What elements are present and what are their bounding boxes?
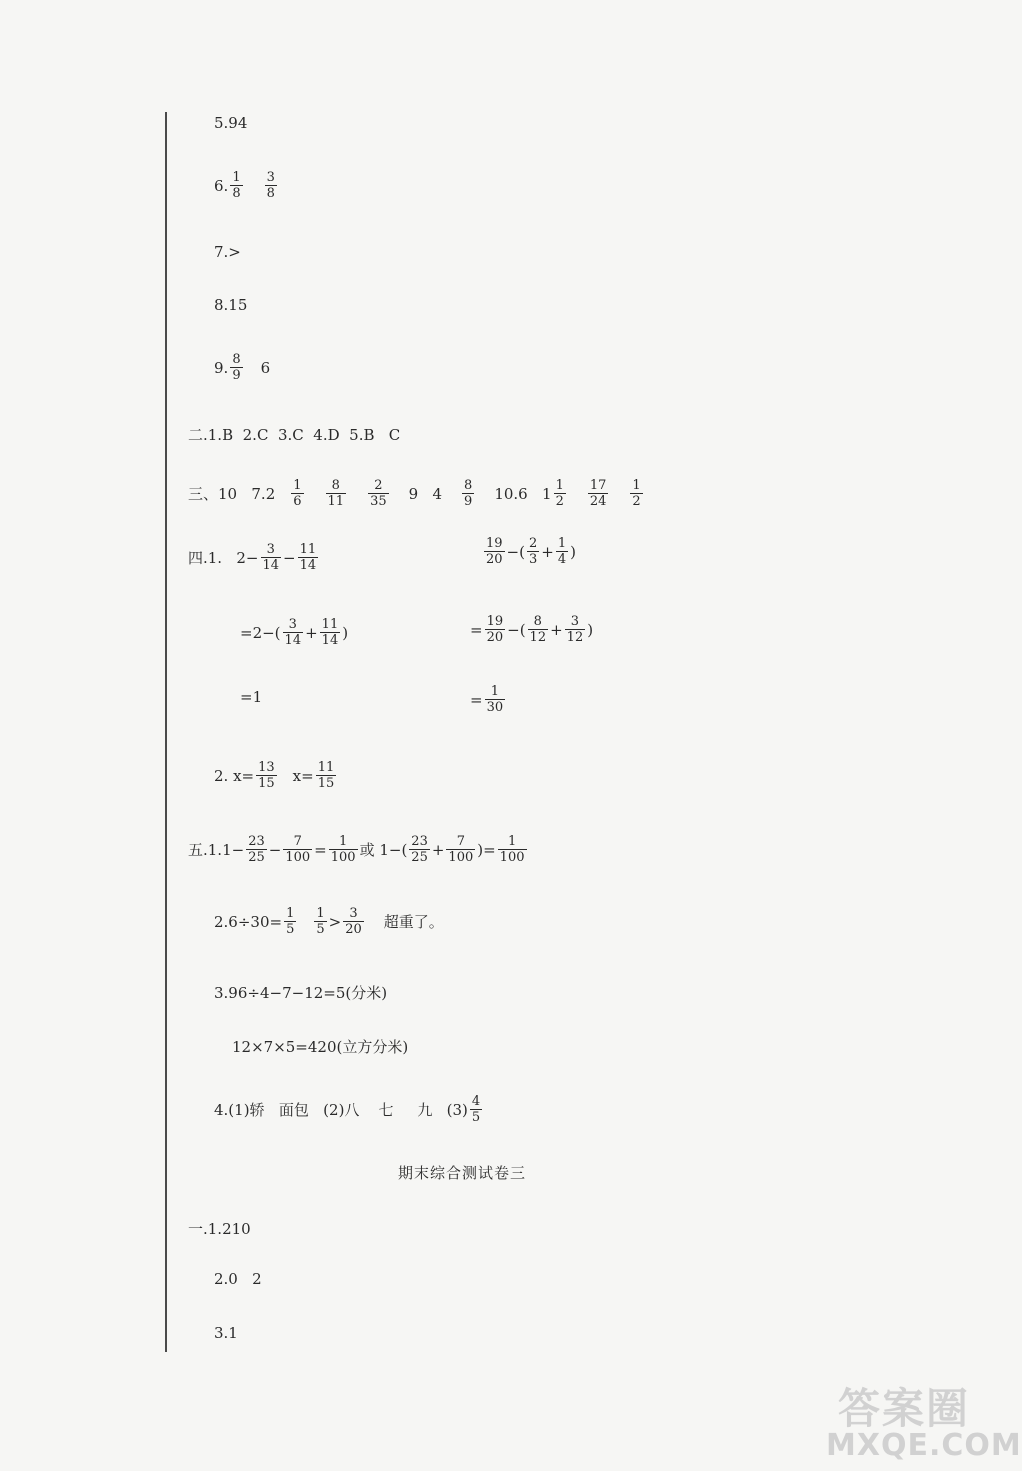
answer-8: 8.15 [214, 296, 248, 314]
section-5-q2: 2.6÷30= $\frac{1}{5}$ $\frac{1}{5}$ > $\frac{3}{20}$ 超重了。 [214, 906, 444, 937]
fraction: $\frac{4}{5}$ [471, 1094, 481, 1125]
fraction: $\frac{3}{8}$ [266, 170, 275, 201]
section-5-q1: 五.1.1− $\frac{23}{25}$ − $\frac{7}{100}$ = $\frac{1}{100}$ 或 1−( $\frac{23}{25}$ + $\frac{7}{100}$ )= $\frac{1}{100}$ [188, 834, 525, 865]
watermark-logo-text: 答案圈 [838, 1384, 971, 1433]
answer-5: 5.94 [214, 114, 248, 132]
fraction: $\frac{7}{100}$ [285, 834, 311, 865]
section-2-answers: 二.1.B 2.C 3.C 4.D 5.B C [188, 426, 401, 444]
test3-answer-2: 2.0 2 [214, 1270, 262, 1288]
fraction: $\frac{23}{25}$ [411, 834, 428, 865]
fraction: $\frac{8}{9}$ [464, 478, 473, 509]
fraction: $\frac{13}{15}$ [258, 760, 275, 791]
section-4-q1-step1-left: =2−( $\frac{3}{14}$ + $\frac{11}{14}$ ) [240, 617, 349, 648]
fraction: $\frac{17}{24}$ [589, 478, 607, 509]
fraction: $\frac{8}{12}$ [529, 614, 547, 645]
section-5-q3-volume: 12×7×5=420(立方分米) [232, 1038, 409, 1056]
fraction: $\frac{8}{11}$ [327, 478, 345, 509]
fraction: $\frac{11}{14}$ [299, 542, 317, 573]
answer-6: 6. $\frac{1}{8}$ $\frac{3}{8}$ [214, 170, 275, 201]
fraction: $\frac{23}{25}$ [248, 834, 265, 865]
fraction: $\frac{1}{100}$ [499, 834, 525, 865]
watermark-url: MXQE.COM [826, 1428, 1022, 1463]
fraction: $\frac{7}{100}$ [448, 834, 474, 865]
section-4-q1-result-left: =1 [240, 688, 263, 706]
section-4-q1-right: $\frac{19}{20}$ −( $\frac{2}{3}$ + $\frac{1}{4}$ ) [486, 536, 576, 567]
fraction: $\frac{3}{14}$ [284, 617, 302, 648]
fraction: $\frac{1}{5}$ [286, 906, 295, 937]
fraction: $\frac{11}{15}$ [317, 760, 335, 791]
fraction: $\frac{1}{2}$ [632, 478, 641, 509]
fraction: $\frac{8}{9}$ [232, 352, 241, 383]
fraction: $\frac{1}{4}$ [557, 536, 567, 567]
section-5-q4: 4.(1)轿 面包 (2)八 七 九 (3) $\frac{4}{5}$ [214, 1094, 481, 1125]
test-title: 期末综合测试卷三 [398, 1164, 527, 1182]
fraction: $\frac{3}{12}$ [566, 614, 584, 645]
fraction: $\frac{2}{3}$ [528, 536, 538, 567]
fraction: $\frac{11}{14}$ [321, 617, 339, 648]
fraction: $\frac{3}{14}$ [262, 542, 280, 573]
fraction: $\frac{3}{20}$ [345, 906, 362, 937]
fraction: $\frac{1}{6}$ [293, 478, 302, 509]
test3-answer-3: 3.1 [214, 1324, 238, 1342]
fraction: $\frac{19}{20}$ [486, 614, 504, 645]
margin-rule [165, 112, 167, 1352]
fraction: $\frac{1}{8}$ [232, 170, 241, 201]
fraction: $\frac{19}{20}$ [486, 536, 503, 567]
fraction: $\frac{1}{5}$ [316, 906, 325, 937]
section-4-q2: 2. x= $\frac{13}{15}$ x= $\frac{11}{15}$ [214, 760, 335, 791]
fraction: $\frac{2}{35}$ [370, 478, 387, 509]
answer-7: 7.> [214, 243, 241, 261]
fraction: $\frac{1}{30}$ [486, 684, 504, 715]
answer-9: 9. $\frac{8}{9}$ 6 [214, 352, 271, 383]
section-4-q1-step1-right: = $\frac{19}{20}$ −( $\frac{8}{12}$ + $\frac{3}{12}$ ) [470, 614, 594, 645]
site-watermark [826, 1376, 1022, 1466]
section-4-q1-result-right: = $\frac{1}{30}$ [470, 684, 504, 715]
section-4-q1-left: 四.1. 2− $\frac{3}{14}$ − $\frac{11}{14}$ [188, 542, 317, 573]
fraction: $\frac{1}{100}$ [330, 834, 356, 865]
section-5-q3: 3.96÷4−7−12=5(分米) [214, 984, 388, 1002]
test3-answer-1: 一.1.210 [188, 1220, 251, 1238]
fraction: $\frac{1}{2}$ [555, 478, 564, 509]
section-3-answers: 三、10 7.2 $\frac{1}{6}$ $\frac{8}{11}$ $\frac{2}{35}$ 9 4 $\frac{8}{9}$ 10.6 1 $\frac{1}{2}$ $\frac{17}{24}$ $\frac{1}{2}$ [188, 478, 641, 509]
